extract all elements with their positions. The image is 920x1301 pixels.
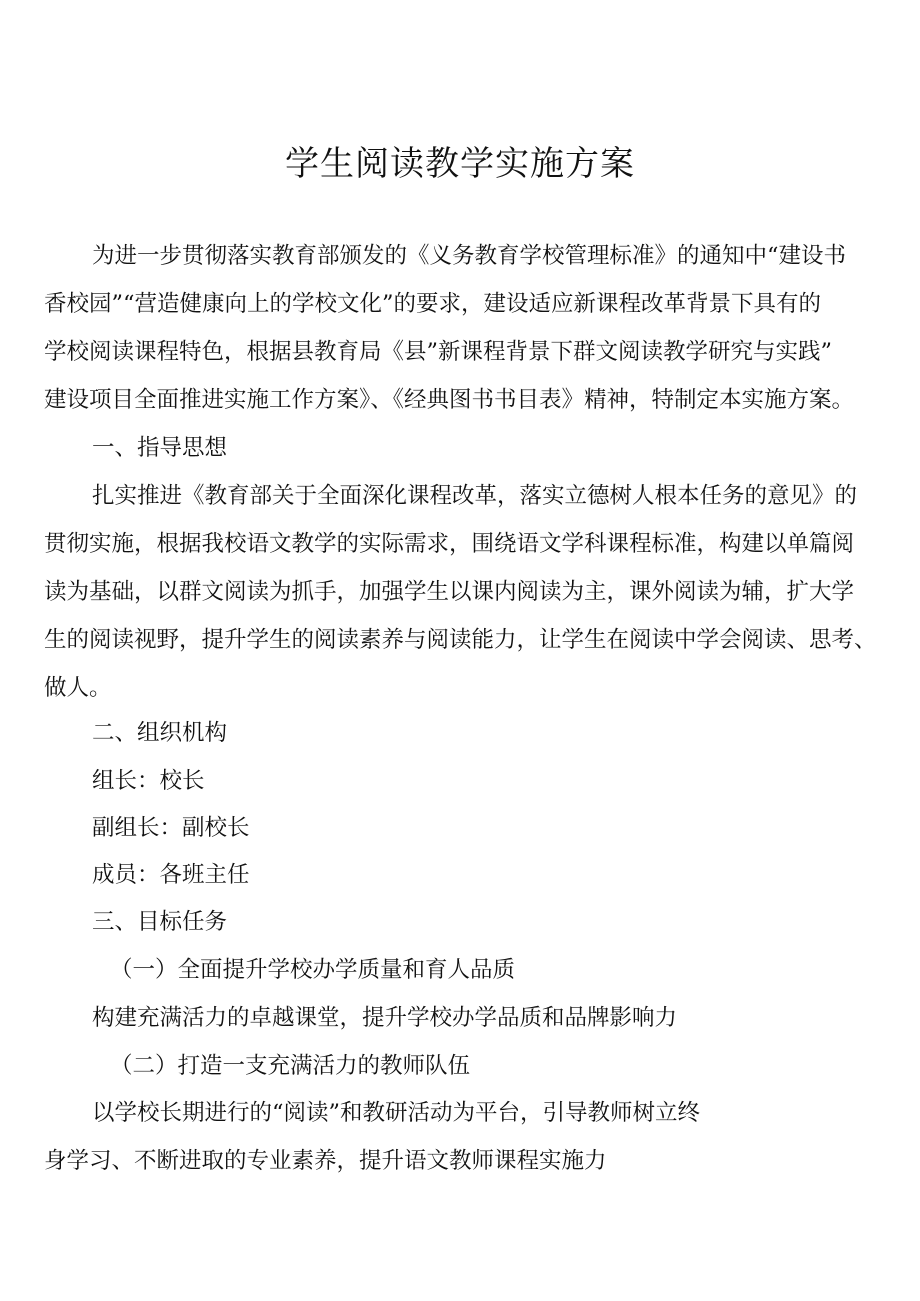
org-leader: 组长：校长: [92, 768, 205, 794]
org-members: 成员：各班主任: [92, 862, 250, 888]
goal-2-heading: （二）打造一支充满活力的教师队伍: [110, 1053, 471, 1079]
intro-line-3: 学校阅读课程特色，根据县教育局《县”新课程背景下群文阅读教学研究与实践”: [44, 339, 833, 365]
section-heading-guiding-thought: 一、指导思想: [92, 435, 228, 461]
guiding-thought-line-3: 读为基础，以群文阅读为抓手，加强学生以课内阅读为主，课外阅读为辅，扩大学: [44, 579, 855, 605]
goal-1-heading: （一）全面提升学校办学质量和育人品质: [110, 957, 516, 983]
org-deputy: 副组长：副校长: [92, 815, 250, 841]
goal-2-body-line-1: 以学校长期进行的“阅读”和教研活动为平台，引导教师树立终: [92, 1100, 701, 1126]
section-heading-goals: 三、目标任务: [92, 909, 228, 935]
section-heading-organization: 二、组织机构: [92, 720, 228, 746]
goal-1-body: 构建充满活力的卓越课堂，提升学校办学品质和品牌影响力: [92, 1005, 678, 1031]
guiding-thought-line-4: 生的阅读视野，提升学生的阅读素养与阅读能力，让学生在阅读中学会阅读、思考、: [44, 627, 877, 653]
intro-line-4: 建设项目全面推进实施工作方案》、《经典图书书目表》精神，特制定本实施方案。: [44, 387, 855, 413]
document-title: 学生阅读教学实施方案: [285, 144, 635, 184]
goal-2-body-line-2: 身学习、不断进取的专业素养，提升语文教师课程实施力: [44, 1148, 607, 1174]
intro-line-2: 香校园”“营造健康向上的学校文化”的要求，建设适应新课程改革背景下具有的: [44, 291, 822, 317]
intro-line-1: 为进一步贯彻落实教育部颁发的《义务教育学校管理标准》的通知中“建设书: [92, 243, 847, 269]
guiding-thought-line-5: 做人。: [44, 675, 112, 701]
guiding-thought-line-1: 扎实推进《教育部关于全面深化课程改革，落实立德树人根本任务的意见》的: [92, 483, 858, 509]
guiding-thought-line-2: 贯彻实施，根据我校语文教学的实际需求，围绕语文学科课程标准，构建以单篇阅: [44, 531, 855, 557]
